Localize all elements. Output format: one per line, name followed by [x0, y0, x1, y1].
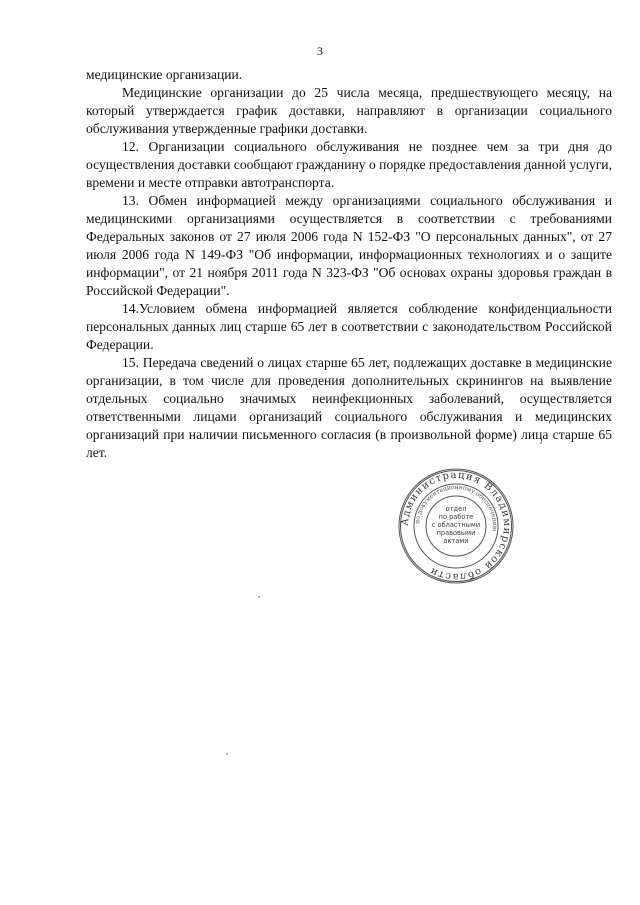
scan-speck — [540, 442, 542, 444]
stamp-inner-text: по документационному обеспечению — [414, 483, 499, 532]
paragraph-schedule: Медицинские организации до 25 числа месяца, предшествующего месяцу, на который утверждается график доставки, направляют в организации социального обслуживания утвержденные графики доставки. — [86, 85, 612, 136]
scan-speck — [226, 753, 228, 755]
stamp-center-line-3: с областными — [431, 521, 481, 529]
stamp-center-line-5: актами — [443, 537, 469, 545]
stamp-center-line-2: по работе — [438, 513, 474, 521]
paragraph-15: 15. Передача сведений о лицах старше 65 лет, подлежащих доставке в медицинские организации, в том числе для проведения дополнительных скринингов на выявление отдельных социально значимых неинфекционных заболеваний, осуществляется ответственными лицами организаций социального обслуживания и медицинских организаций при наличии письменного согласия (в произвольной форме) лица старше 65 лет. — [86, 355, 612, 460]
paragraph-14: 14.Условием обмена информацией является соблюдение конфиденциальности персональных данных лиц старше 65 лет в соответствии с законодательством Российской Федерации. — [86, 301, 612, 352]
paragraph-continuation: медицинские организации. — [86, 67, 243, 82]
stamp-center-line-4: правовыми — [436, 529, 476, 537]
paragraph-12: 12. Организации социального обслуживания не позднее чем за три дня до осуществления доставки сообщают гражданину о порядке предоставления данной услуги, времени и месте отправки автотранспорта. — [86, 139, 612, 190]
official-stamp — [397, 467, 515, 585]
scan-speck — [258, 596, 260, 598]
page-number: 3 — [317, 44, 323, 58]
document-body — [86, 66, 612, 462]
stamp-center-line-1: отдел — [445, 505, 467, 513]
paragraph-13: 13. Обмен информацией между организациями социального обслуживания и медицинскими организациями осуществляется в соответствии с требованиями Федеральных законов от 27 июля 2006 года N 152-ФЗ "О персональных данных", от 27 июля 2006 года N 149-ФЗ "Об информации, информационных технологиях и о защите информации", от 21 ноября 2011 года N 323-ФЗ "Об основах охраны здоровья граждан в Российской Федерации". — [86, 193, 612, 298]
stamp-outer-text: Администрация Владимирской области — [399, 469, 513, 583]
